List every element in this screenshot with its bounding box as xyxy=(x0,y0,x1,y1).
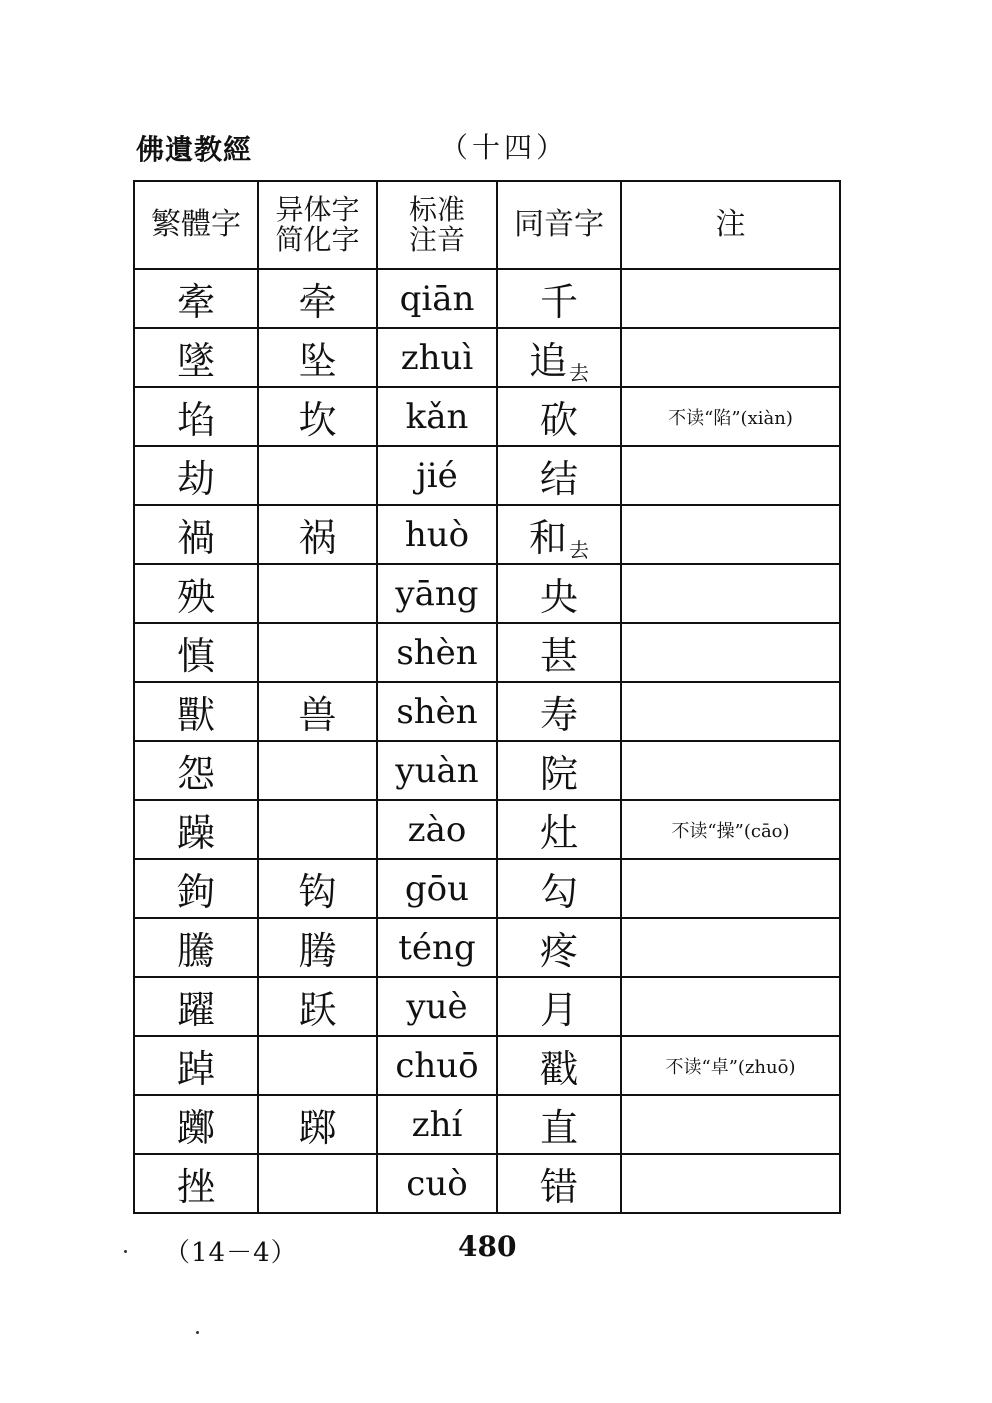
pronunciation-table xyxy=(133,180,841,1214)
pronunciation-table-container xyxy=(133,180,839,1214)
homophone-char: 千 xyxy=(497,269,621,328)
pinyin: kǎn xyxy=(377,387,497,446)
table-row xyxy=(134,1154,840,1213)
traditional-char: 騰 xyxy=(134,918,258,977)
note xyxy=(621,623,840,682)
page-reference: （14－4） xyxy=(164,1238,298,1268)
simplified-char xyxy=(258,800,377,859)
simplified-char: 踯 xyxy=(258,1095,377,1154)
homophone-char: 追 $_去$ xyxy=(497,328,621,387)
homophone-char: 甚 xyxy=(497,623,621,682)
table-row xyxy=(134,328,840,387)
traditional-char: 怨 xyxy=(134,741,258,800)
note xyxy=(621,446,840,505)
pinyin: zhí xyxy=(377,1095,497,1154)
traditional-char: 躁 xyxy=(134,800,258,859)
traditional-char: 殃 xyxy=(134,564,258,623)
note xyxy=(621,269,840,328)
homophone-char: 结 xyxy=(497,446,621,505)
table-row xyxy=(134,505,840,564)
header-homophone: 同音字 xyxy=(497,181,621,269)
simplified-char xyxy=(258,623,377,682)
document-title: 佛遺教經 xyxy=(136,133,253,166)
pinyin: yāng xyxy=(377,564,497,623)
note: 不读“卓”(zhuō) xyxy=(621,1036,840,1095)
pinyin: jié xyxy=(377,446,497,505)
table-row xyxy=(134,1036,840,1095)
table-row xyxy=(134,859,840,918)
pinyin: cuò xyxy=(377,1154,497,1213)
table-row xyxy=(134,741,840,800)
pinyin: téng xyxy=(377,918,497,977)
simplified-char xyxy=(258,1036,377,1095)
pinyin: chuō xyxy=(377,1036,497,1095)
traditional-char: 埳 xyxy=(134,387,258,446)
table-row xyxy=(134,623,840,682)
header-variant-simplified: 异体字 简化字 xyxy=(258,181,377,269)
pinyin: qiān xyxy=(377,269,497,328)
traditional-char: 踔 xyxy=(134,1036,258,1095)
simplified-char: 牵 xyxy=(258,269,377,328)
note xyxy=(621,1095,840,1154)
homophone-char: 直 xyxy=(497,1095,621,1154)
note: 不读“操”(cāo) xyxy=(621,800,840,859)
traditional-char: 躍 xyxy=(134,977,258,1036)
traditional-char: 獸 xyxy=(134,682,258,741)
note xyxy=(621,682,840,741)
pinyin: huò xyxy=(377,505,497,564)
table-row xyxy=(134,977,840,1036)
homophone-char: 勾 xyxy=(497,859,621,918)
note xyxy=(621,859,840,918)
note xyxy=(621,564,840,623)
table-row xyxy=(134,918,840,977)
traditional-char: 牽 xyxy=(134,269,258,328)
traditional-char: 墜 xyxy=(134,328,258,387)
note xyxy=(621,918,840,977)
note xyxy=(621,505,840,564)
homophone-char: 戳 xyxy=(497,1036,621,1095)
traditional-char: 禍 xyxy=(134,505,258,564)
pinyin: yuàn xyxy=(377,741,497,800)
header-note: 注 xyxy=(621,181,840,269)
note xyxy=(621,1154,840,1213)
tone-mark: 去 xyxy=(569,537,589,562)
table-row xyxy=(134,564,840,623)
traditional-char: 挫 xyxy=(134,1154,258,1213)
simplified-char xyxy=(258,1154,377,1213)
tone-mark: 去 xyxy=(569,360,589,385)
header-traditional: 繁體字 xyxy=(134,181,258,269)
table-row xyxy=(134,682,840,741)
traditional-char: 慎 xyxy=(134,623,258,682)
homophone-char: 错 xyxy=(497,1154,621,1213)
homophone-char: 月 xyxy=(497,977,621,1036)
section-number: （十四） xyxy=(440,131,569,164)
note xyxy=(621,328,840,387)
page-number: 480 xyxy=(458,1230,517,1263)
note: 不读“陷”(xiàn) xyxy=(621,387,840,446)
pinyin: yuè xyxy=(377,977,497,1036)
table-row xyxy=(134,800,840,859)
simplified-char xyxy=(258,741,377,800)
table-row xyxy=(134,269,840,328)
homophone-char: 砍 xyxy=(497,387,621,446)
note xyxy=(621,741,840,800)
pinyin: shèn xyxy=(377,623,497,682)
traditional-char: 鉤 xyxy=(134,859,258,918)
homophone-char: 疼 xyxy=(497,918,621,977)
simplified-char: 兽 xyxy=(258,682,377,741)
simplified-char: 祸 xyxy=(258,505,377,564)
table-row xyxy=(134,1095,840,1154)
homophone-char: 和 $_去$ xyxy=(497,505,621,564)
homophone-char: 央 xyxy=(497,564,621,623)
page-footer xyxy=(0,1230,992,1270)
simplified-char: 坠 xyxy=(258,328,377,387)
traditional-char: 劫 xyxy=(134,446,258,505)
simplified-char xyxy=(258,564,377,623)
simplified-char xyxy=(258,446,377,505)
homophone-char: 灶 xyxy=(497,800,621,859)
homophone-char: 寿 xyxy=(497,682,621,741)
pinyin: shèn xyxy=(377,682,497,741)
homophone-char: 院 xyxy=(497,741,621,800)
traditional-char: 躑 xyxy=(134,1095,258,1154)
simplified-char: 坎 xyxy=(258,387,377,446)
pinyin: zào xyxy=(377,800,497,859)
simplified-char: 腾 xyxy=(258,918,377,977)
page-header xyxy=(136,124,836,170)
table-row xyxy=(134,446,840,505)
table-row xyxy=(134,387,840,446)
simplified-char: 跃 xyxy=(258,977,377,1036)
speck xyxy=(196,1331,199,1334)
note xyxy=(621,977,840,1036)
speck xyxy=(124,1250,127,1253)
table-header-row xyxy=(134,181,840,269)
simplified-char: 钩 xyxy=(258,859,377,918)
header-standard-pinyin: 标准 注音 xyxy=(377,181,497,269)
pinyin: zhuì xyxy=(377,328,497,387)
pinyin: gōu xyxy=(377,859,497,918)
